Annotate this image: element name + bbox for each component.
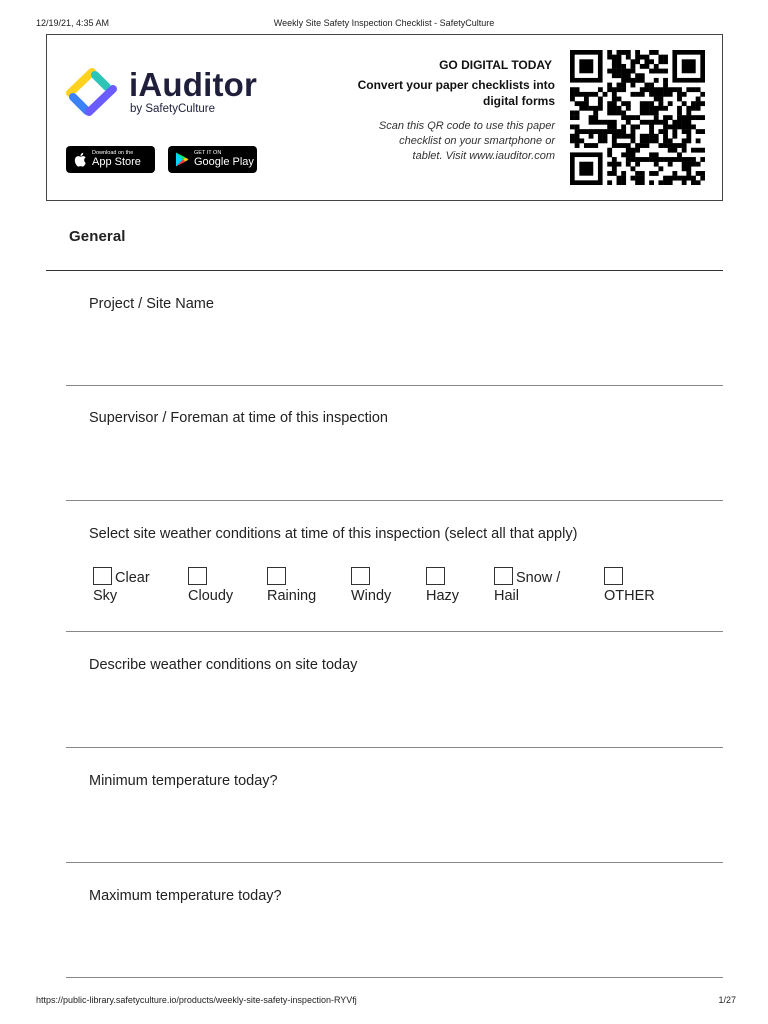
logo-subtitle: by SafetyCulture [130,103,216,115]
option-clear-sky[interactable] [93,567,150,607]
app-store-badge[interactable] [66,146,155,173]
question-divider [66,500,723,501]
option-windy[interactable] [351,567,391,607]
question-divider [66,977,723,978]
option-raining[interactable] [267,567,316,607]
question-describe-weather: Describe weather conditions on site today [89,657,358,673]
checkbox-other[interactable] [604,567,623,585]
print-footer [0,995,768,1009]
google-play-small-text: GET IT ON [194,150,222,156]
question-weather-conditions: Select site weather conditions at time of this inspection (select all that apply) [89,526,578,542]
option-label: Hail [494,588,519,604]
checkbox-snow-hail[interactable] [494,567,513,585]
option-label: OTHER [604,588,655,604]
question-minimum-temperature: Minimum temperature today? [89,773,278,789]
option-label: Sky [93,588,118,604]
question-supervisor-foreman: Supervisor / Foreman at time of this inspection [89,410,388,426]
google-play-icon [175,152,189,167]
page-number: 1/27 [718,995,736,1005]
qr-instructions: Scan this QR code to use this paper checklist on your smartphone or tablet. Visit www.iauditor.com [378,120,555,162]
option-label: Raining [267,588,317,604]
question-divider [66,862,723,863]
section-title-general: General [69,228,126,245]
apple-icon [73,152,87,167]
print-date: 12/19/21, 4:35 AM [36,18,110,28]
section-divider [46,270,723,271]
google-play-badge[interactable] [168,146,257,173]
option-label: Snow / [516,570,561,586]
question-maximum-temperature: Maximum temperature today? [89,888,282,904]
option-label: Cloudy [188,588,234,604]
logo-name: iAuditor [129,66,258,103]
iauditor-logo-icon [65,67,119,119]
go-digital-subtitle: Convert your paper checklists into digital forms [357,78,555,108]
option-label: Windy [351,588,392,604]
option-hazy[interactable] [426,567,459,607]
checkbox-hazy[interactable] [426,567,445,585]
question-divider [66,747,723,748]
print-title: Weekly Site Safety Inspection Checklist - SafetyCulture [273,18,495,28]
iauditor-banner [46,34,723,201]
qr-code-icon [570,50,705,185]
page-url: https://public-library.safetyculture.io/products/weekly-site-safety-inspection-RYVfj [36,995,357,1005]
print-header [0,18,768,32]
checkbox-windy[interactable] [351,567,370,585]
checkbox-cloudy[interactable] [188,567,207,585]
checkbox-raining[interactable] [267,567,286,585]
question-divider [66,385,723,386]
google-play-label: Google Play [194,156,254,168]
question-project-site-name: Project / Site Name [89,296,214,312]
app-store-label: App Store [92,156,141,168]
option-cloudy[interactable] [188,567,233,607]
option-other[interactable] [604,567,655,607]
question-divider [66,631,723,632]
option-label: Hazy [426,588,460,604]
option-label: Clear [115,570,150,586]
option-snow-hail[interactable] [494,567,560,607]
go-digital-title: GO DIGITAL TODAY [439,58,552,72]
app-store-small-text: Download on the [92,150,134,156]
checkbox-clear-sky[interactable] [93,567,112,585]
